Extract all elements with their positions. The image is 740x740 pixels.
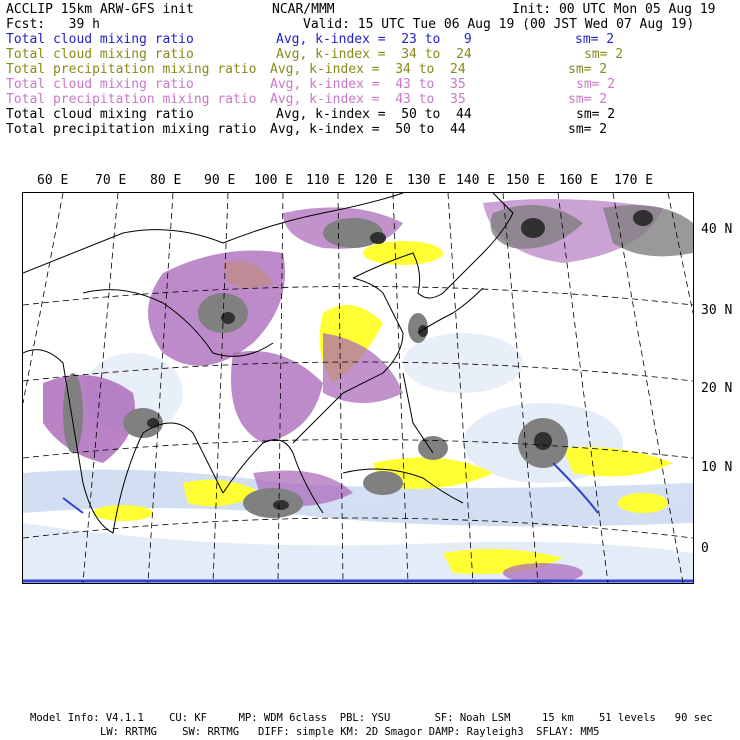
field-avg: Avg, k-index = 43 to 35	[270, 77, 466, 92]
field-avg: Avg, k-index = 34 to 24	[270, 62, 466, 77]
institution-label: NCAR/MMM	[272, 2, 335, 17]
field-sm: sm= 2	[576, 77, 616, 92]
field-name: Total cloud mixing ratio	[6, 107, 194, 122]
model-info-line2: LW: RRTMG SW: RRTMG DIFF: simple KM: 2D Smagor DAMP: Rayleigh3 SFLAY: MM5	[100, 726, 600, 738]
forecast-hour: Fcst: 39 h	[6, 17, 100, 32]
field-name: Total precipitation mixing ratio	[6, 122, 257, 137]
lat-label: 10 N	[701, 460, 733, 475]
model-title: ACCLIP 15km ARW-GFS init	[6, 2, 194, 17]
field-sm: sm= 2	[568, 92, 608, 107]
init-time: Init: 00 UTC Mon 05 Aug 19	[512, 2, 716, 17]
lon-label: 170 E	[614, 173, 654, 188]
field-avg: Avg, k-index = 43 to 35	[270, 92, 466, 107]
field-name: Total precipitation mixing ratio	[6, 62, 257, 77]
lat-label: 0	[701, 541, 709, 556]
forecast-map	[22, 192, 694, 584]
field-sm: sm= 2	[575, 32, 615, 47]
field-name: Total precipitation mixing ratio	[6, 92, 257, 107]
field-sm: sm= 2	[584, 47, 624, 62]
field-avg: Avg, k-index = 50 to 44	[270, 122, 466, 137]
field-name: Total cloud mixing ratio	[6, 77, 194, 92]
field-name: Total cloud mixing ratio	[6, 47, 194, 62]
field-avg: Avg, k-index = 23 to 9	[276, 32, 472, 47]
field-avg: Avg, k-index = 34 to 24	[276, 47, 472, 62]
lon-label: 60 E	[37, 173, 69, 188]
lon-label: 140 E	[456, 173, 496, 188]
lon-label: 130 E	[407, 173, 447, 188]
field-sm: sm= 2	[568, 122, 608, 137]
lat-label: 30 N	[701, 303, 733, 318]
lon-label: 80 E	[150, 173, 182, 188]
lon-label: 70 E	[95, 173, 127, 188]
lon-label: 110 E	[306, 173, 346, 188]
field-sm: sm= 2	[576, 107, 616, 122]
lon-label: 150 E	[506, 173, 546, 188]
lon-label: 120 E	[354, 173, 394, 188]
field-avg: Avg, k-index = 50 to 44	[276, 107, 472, 122]
lat-label: 20 N	[701, 381, 733, 396]
lon-label: 90 E	[204, 173, 236, 188]
valid-time: Valid: 15 UTC Tue 06 Aug 19 (00 JST Wed 07 Aug 19)	[303, 17, 695, 32]
model-info-line1: Model Info: V4.1.1 CU: KF MP: WDM 6class PBL: YSU SF: Noah LSM 15 km 51 levels 90 sec	[30, 712, 713, 724]
field-sm: sm= 2	[568, 62, 608, 77]
lat-label: 40 N	[701, 222, 733, 237]
lon-label: 160 E	[559, 173, 599, 188]
field-name: Total cloud mixing ratio	[6, 32, 194, 47]
lon-label: 100 E	[254, 173, 294, 188]
map-canvas	[23, 193, 693, 583]
